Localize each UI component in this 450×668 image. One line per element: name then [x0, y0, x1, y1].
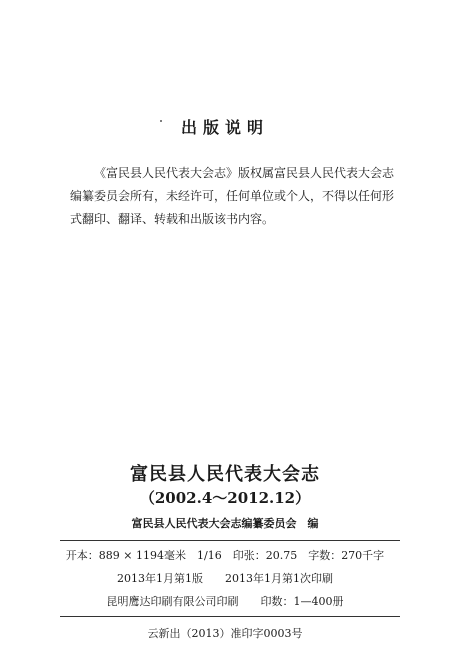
notice-line-1: 《富民县人民代表大会志》版权属富民县人民代表大会志 — [94, 166, 395, 180]
book-subtitle: （2002.4～2012.12） — [139, 489, 311, 507]
edition-line: 2013年1月第1版 2013年1月第1次印刷 — [117, 572, 333, 585]
divider-top — [60, 540, 400, 541]
printer-line: 昆明鹰达印刷有限公司印刷 印数：1—400册 — [106, 595, 344, 608]
notice-line-2: 编纂委员会所有，未经许可，任何单位或个人，不得以任何形 — [70, 189, 395, 203]
notice-body — [70, 162, 395, 231]
divider-bottom — [60, 616, 400, 617]
editor-credit: 富民县人民代表大会志编纂委员会 编 — [131, 517, 319, 530]
notice-line-3: 式翻印、翻译、转载和出版该书内容。 — [70, 212, 275, 226]
notice-title: 出版说明 — [180, 118, 269, 137]
permit-line: 云新出（2013）准印字0003号 — [147, 627, 303, 640]
format-line: 开本：889 × 1194毫米 1/16 印张：20.75 字数：270千字 — [65, 549, 385, 562]
book-title: 富民县人民代表大会志 — [130, 464, 320, 485]
